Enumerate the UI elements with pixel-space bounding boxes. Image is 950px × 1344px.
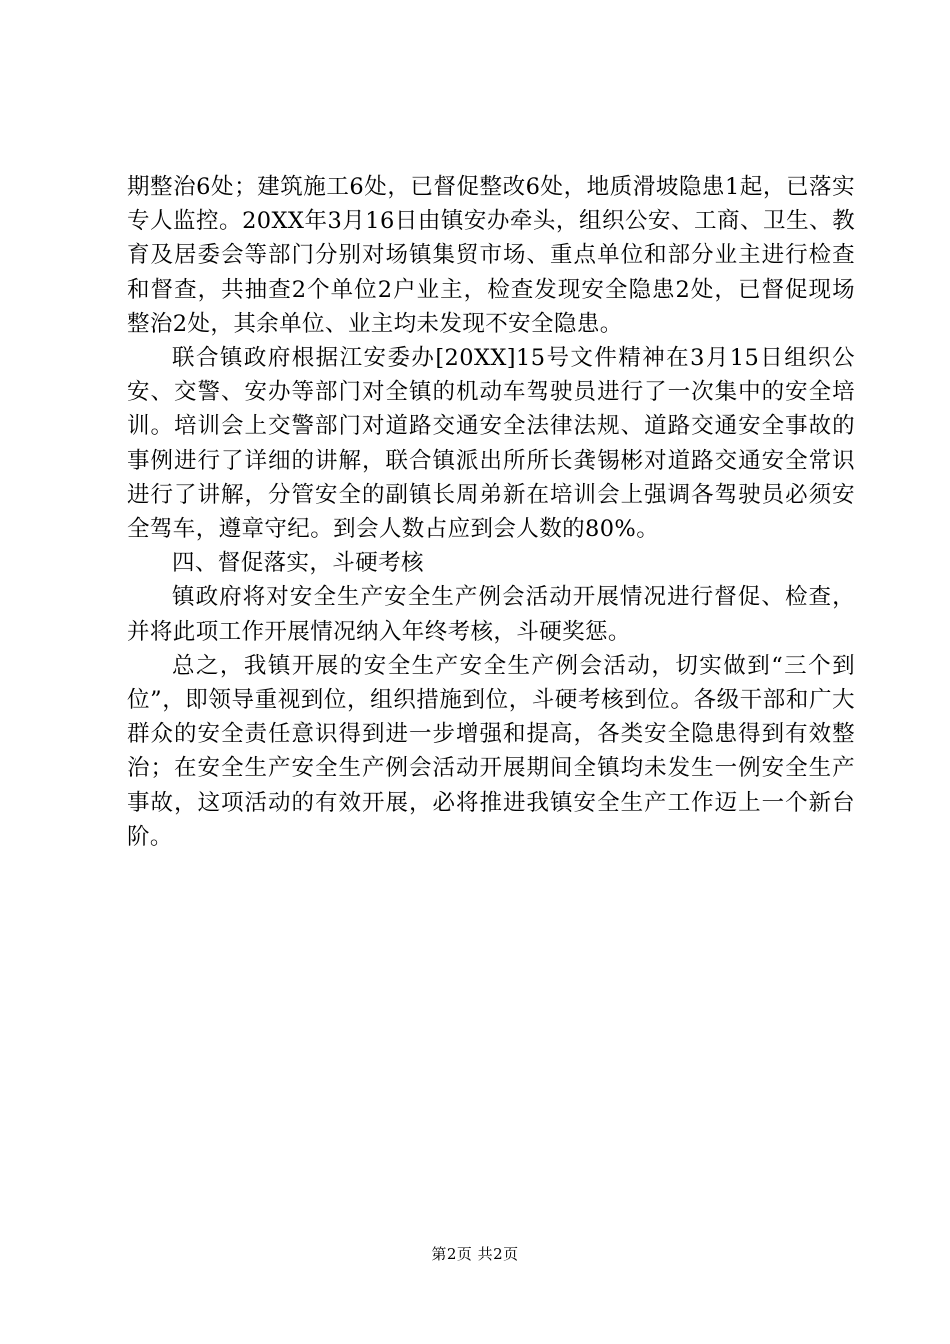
page-number-footer: 第2页 共2页 xyxy=(431,1245,519,1263)
paragraph-summary: 总之，我镇开展的安全生产安全生产例会活动，切实做到“三个到位”，即领导重视到位，组织措施到位，斗硬考核到位。各级干部和广大群众的安全责任意识得到进一步增强和提高，各类安全隐患得到有效整治；在安全生产安全生产例会活动开展期间全镇均未发生一例安全生产事故，这项活动的有效开展，必将推进我镇安全生产工作迈上一个新台阶。 xyxy=(127,652,855,850)
section-heading: 四、督促落实，斗硬考核 xyxy=(172,550,424,577)
paragraph-assessment: 镇政府将对安全生产安全生产例会活动开展情况进行督促、检查，并将此项工作开展情况纳入年终考核，斗硬奖惩。 xyxy=(127,584,855,645)
document-body xyxy=(127,170,855,854)
paragraph-training: 联合镇政府根据江安委办[20XX]15号文件精神在3月15日组织公安、交警、安办等部门对全镇的机动车驾驶员进行了一次集中的安全培训。培训会上交警部门对道路交通安全法律法规、道路交通安全事故的事例进行了详细的讲解，联合镇派出所所长龚锡彬对道路交通安全常识进行了讲解，分管安全的副镇长周弟新在培训会上强调各驾驶员必须安全驾车，遵章守纪。到会人数占应到会人数的80%。 xyxy=(127,345,855,543)
paragraph-continued: 期整治6处；建筑施工6处，已督促整改6处，地质滑坡隐患1起，已落实专人监控。20XX年3月16日由镇安办牵头，组织公安、工商、卫生、教育及居委会等部门分别对场镇集贸市场、重点单位和部分业主进行检查和督查，共抽查2个单位2户业主，检查发现安全隐患2处，已督促现场整治2处，其余单位、业主均未发现不安全隐患。 xyxy=(127,174,855,337)
